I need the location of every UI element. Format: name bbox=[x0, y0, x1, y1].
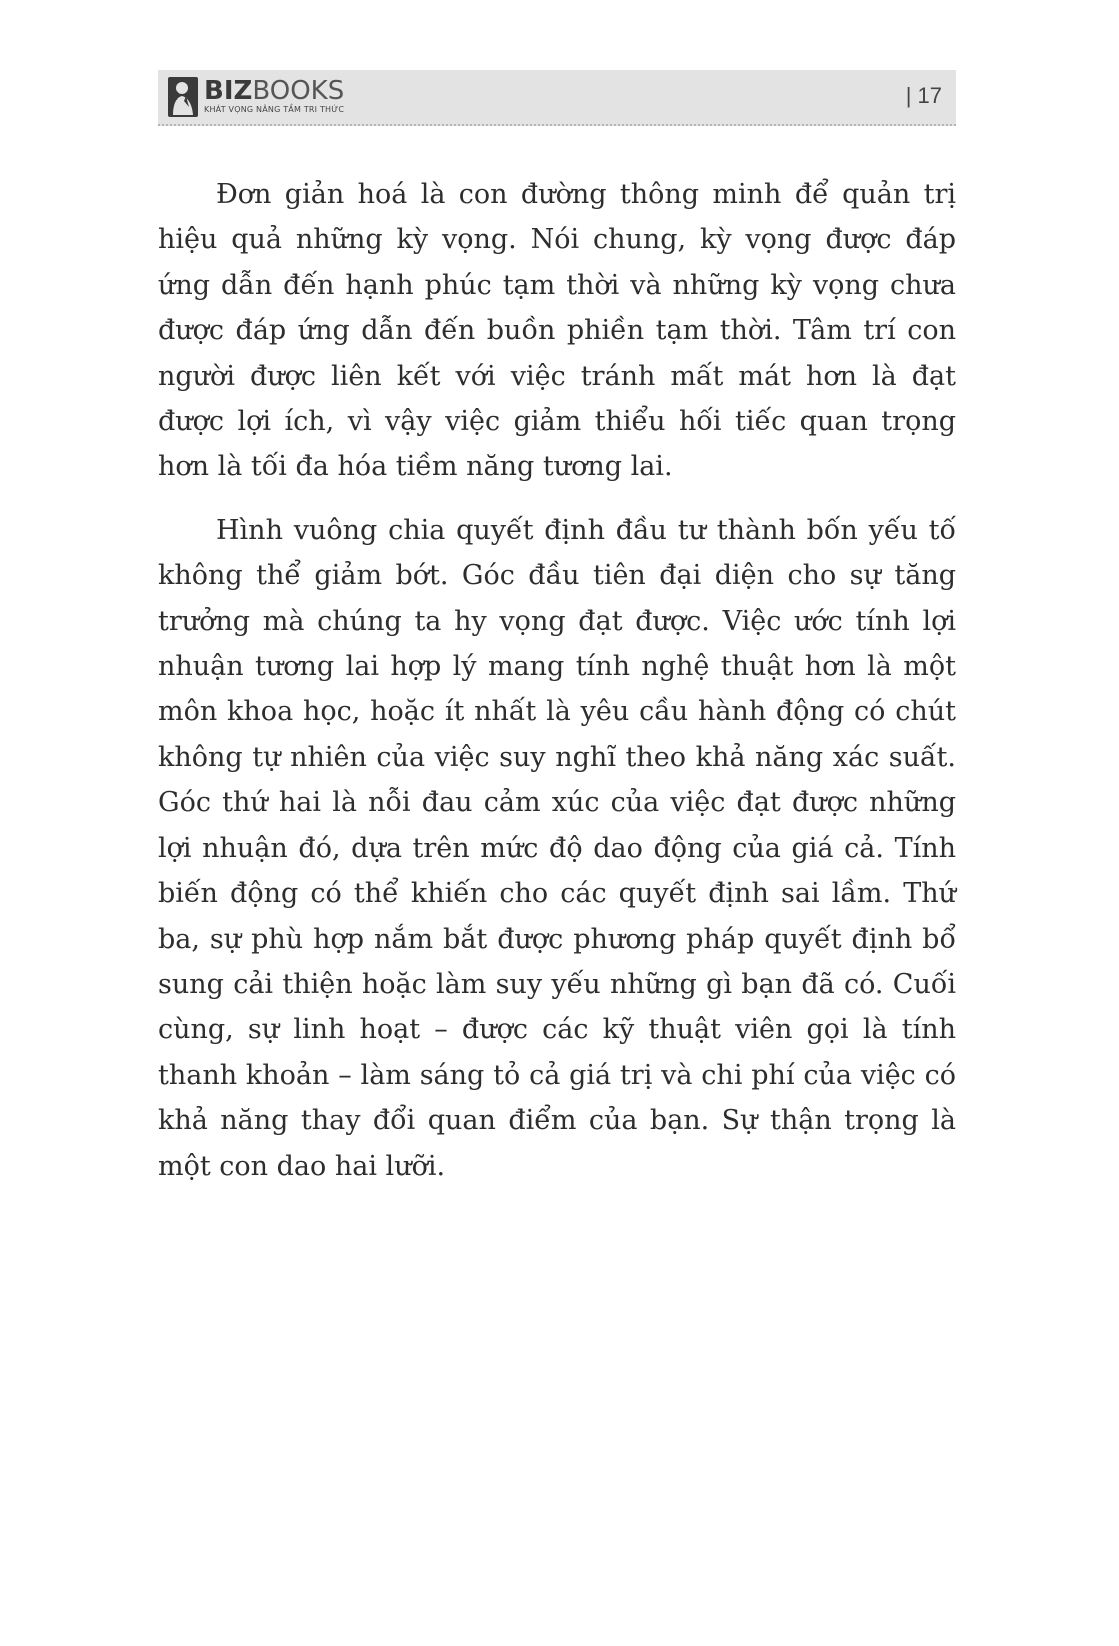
publisher-logo bbox=[168, 77, 344, 117]
brand-name bbox=[204, 77, 344, 105]
logo-text bbox=[204, 77, 344, 115]
page-number-separator: | bbox=[905, 83, 912, 108]
brand-name-bold: BIZ bbox=[204, 76, 253, 106]
brand-tagline: KHÁT VỌNG NÂNG TẦM TRI THỨC bbox=[204, 105, 345, 114]
paragraph: Đơn giản hoá là con đường thông minh để quản trị hiệu quả những kỳ vọng. Nói chung, kỳ vọng được đáp ứng dẫn đến hạnh phúc tạm thời và những kỳ vọng chưa được đáp ứng dẫn đến buồn phiền tạm thời. Tâm trí con người được liên kết với việc tránh mất mát hơn là đạt được lợi ích, vì vậy việc giảm thiểu hối tiếc quan trọng hơn là tối đa hóa tiềm năng tương lai. bbox=[158, 179, 956, 483]
brand-name-light: BOOKS bbox=[252, 76, 345, 106]
page-number-value: 17 bbox=[917, 83, 942, 108]
body-text bbox=[158, 172, 956, 1207]
page-number bbox=[906, 82, 942, 110]
person-silhouette-icon bbox=[168, 77, 198, 117]
page-header bbox=[158, 70, 956, 126]
paragraph: Hình vuông chia quyết định đầu tư thành bốn yếu tố không thể giảm bớt. Góc đầu tiên đại diện cho sự tăng trưởng mà chúng ta hy vọng đạt được. Việc ước tính lợi nhuận tương lai hợp lý mang tính nghệ thuật hơn là một môn khoa học, hoặc ít nhất là yêu cầu hành động có chút không tự nhiên của việc suy nghĩ theo khả năng xác suất. Góc thứ hai là nỗi đau cảm xúc của việc đạt được những lợi nhuận đó, dựa trên mức độ dao động của giá cả. Tính biến động có thể khiến cho các quyết định sai lầm. Thứ ba, sự phù hợp nắm bắt được phương pháp quyết định bổ sung cải thiện hoặc làm suy yếu những gì bạn đã có. Cuối cùng, sự linh hoạt – được các kỹ thuật viên gọi là tính thanh khoản – làm sáng tỏ cả giá trị và chi phí của việc có khả năng thay đổi quan điểm của bạn. Sự thận trọng là một con dao hai lưỡi. bbox=[158, 514, 956, 1182]
